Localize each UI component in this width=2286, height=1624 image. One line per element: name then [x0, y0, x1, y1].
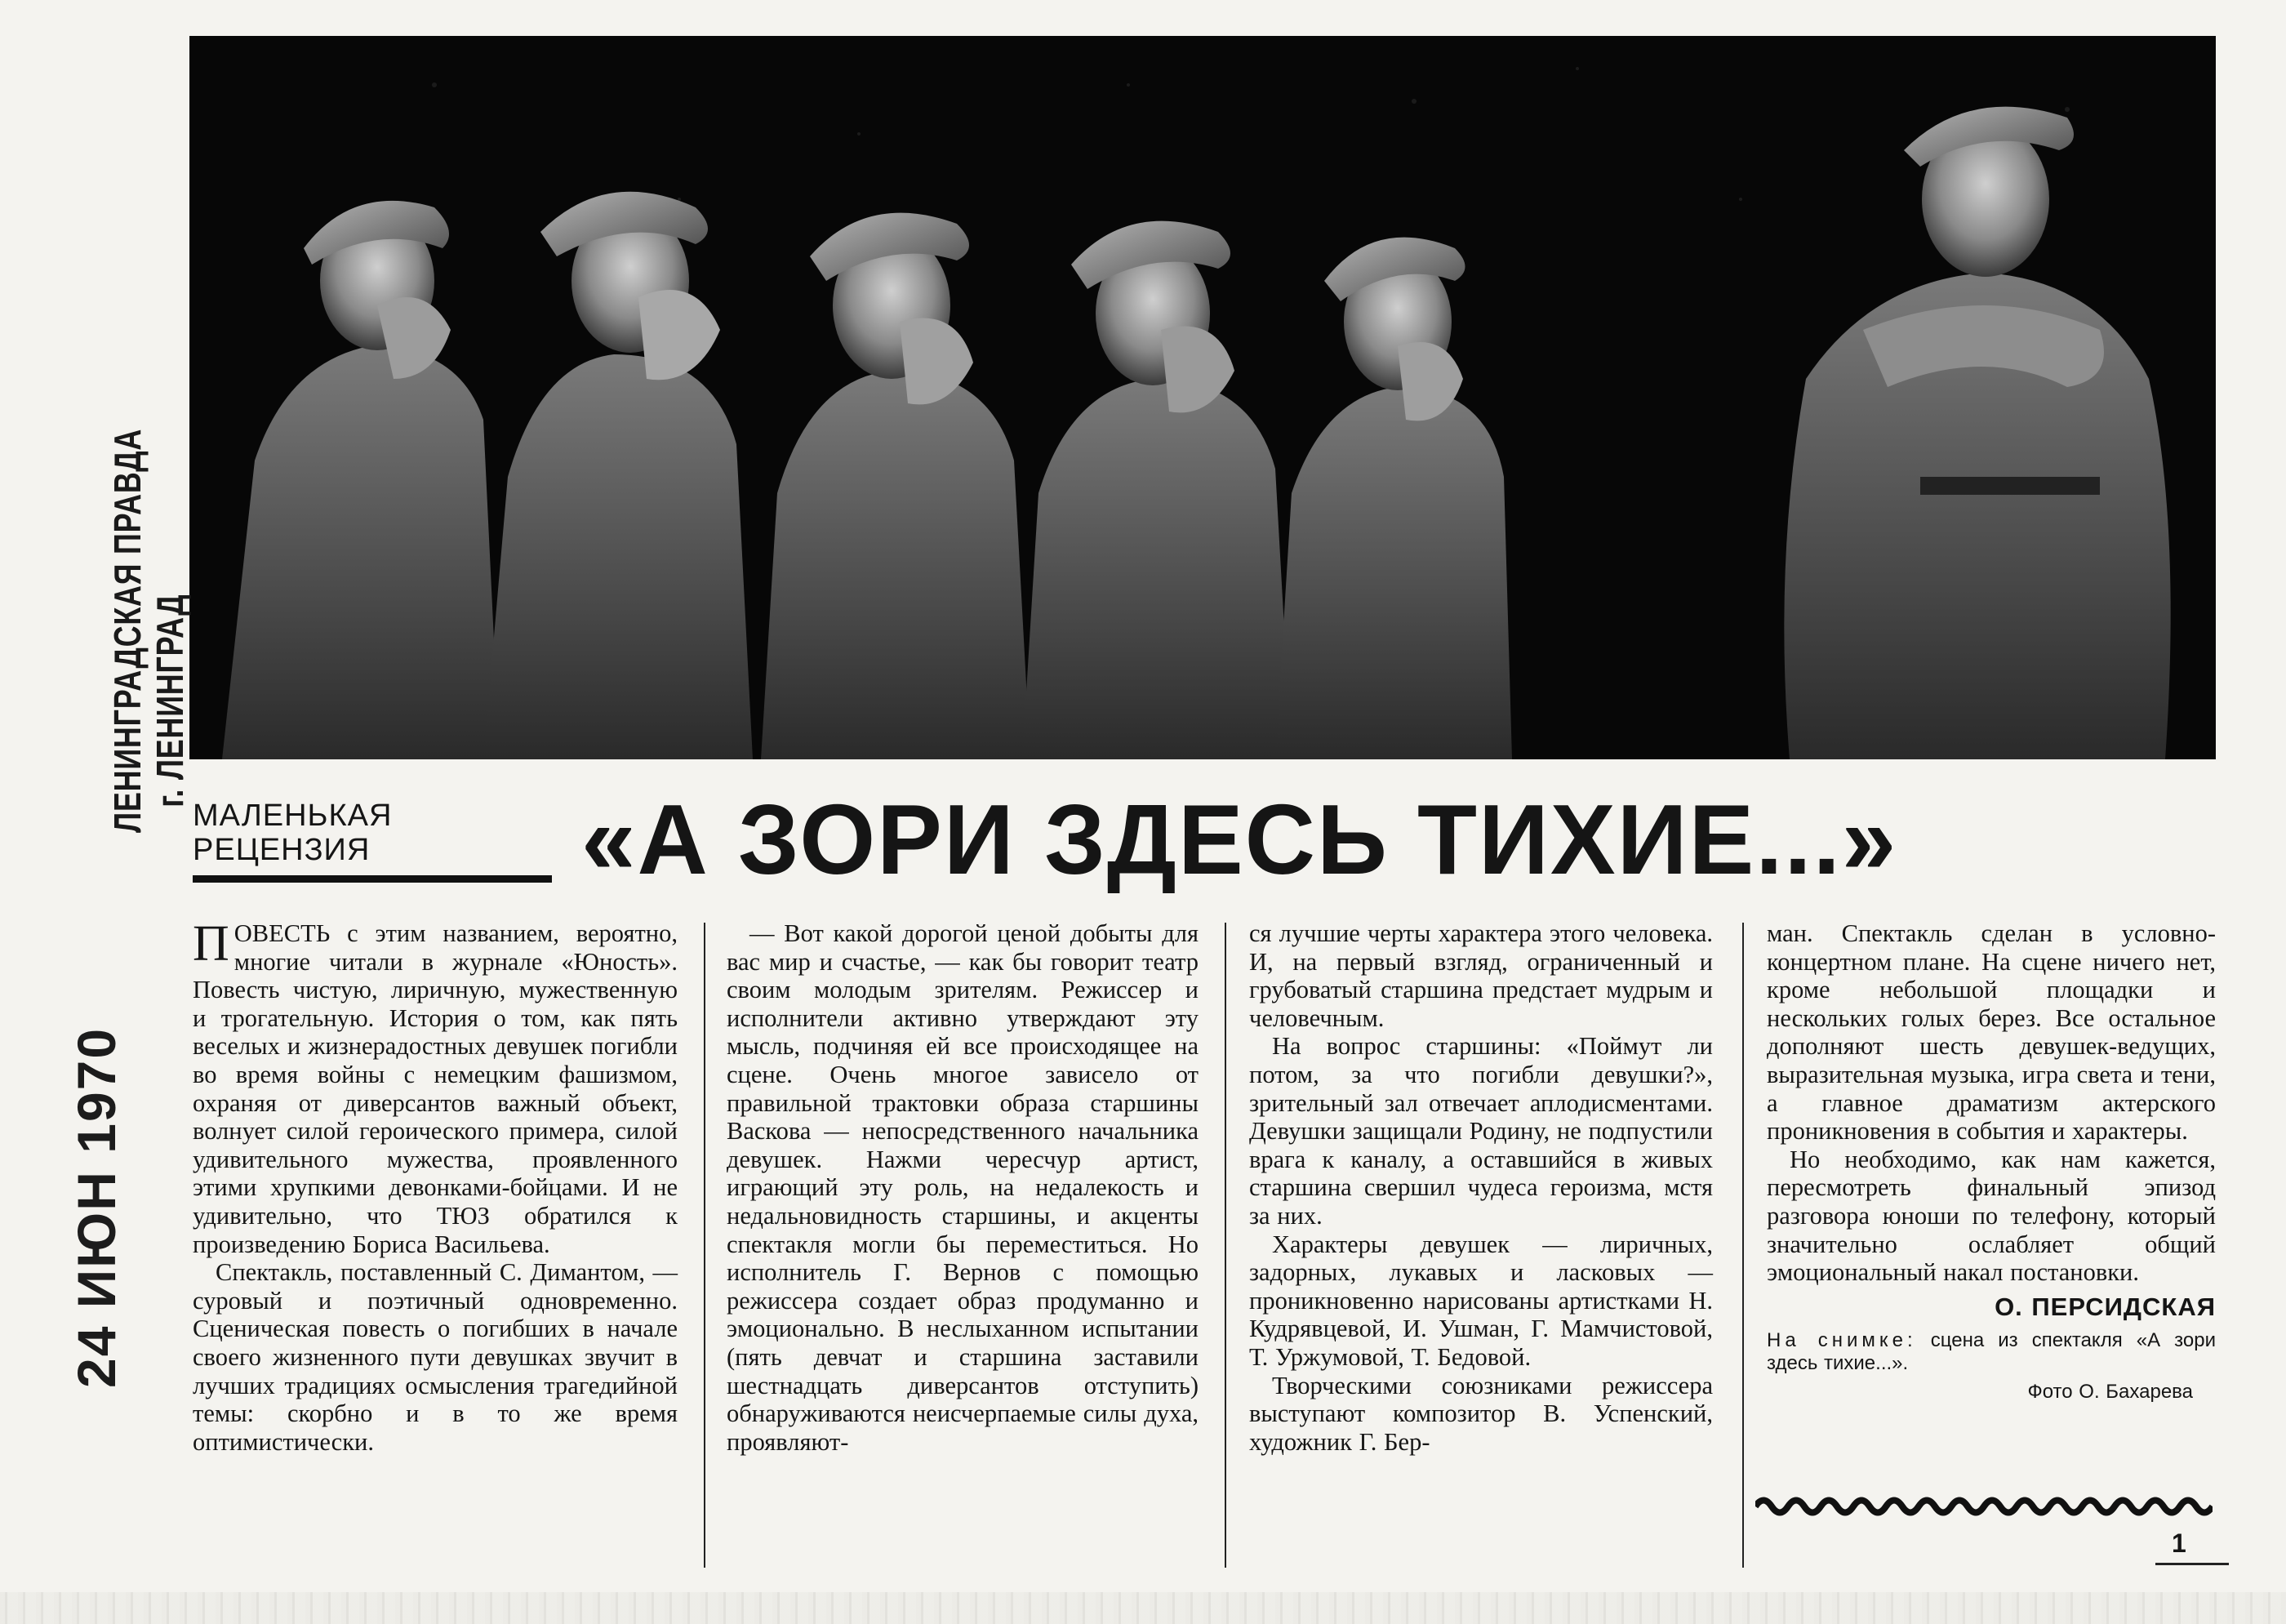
newspaper-source-stamp	[106, 310, 191, 833]
column-rule-2	[1225, 923, 1226, 1568]
paragraph	[193, 916, 678, 1258]
photo-credit: Фото О. Бахарева	[2027, 1381, 2193, 1404]
stage-scene-illustration	[189, 36, 2216, 759]
date-stamp: 24 ИЮН 1970	[66, 1026, 127, 1388]
paragraph: — Вот какой дорогой ценой добыты для вас мир и счастье, — как бы говорит театр своим молодым зрителям. Режиссер и исполнители активно утверждают эту мысль, подчиняя ей все происходящее на сцене. Очень многое зависело от правильной трактовки образа старшины Васкова — непосредственного начальника девушек. Нажми чересчур артист, играющий эту роль, на недалекость и недальновидность старшины, и акценты спектакля могли бы переместиться. Но исполнитель Г. Вернов с помощью режиссера создает образ продуманно и эмоционально. В неслыханном испытании (пять девчат и старшина заставили шестнадцать диверсантов отступить) обнаруживаются неисчерпаемые силы духа, проявляют-	[727, 919, 1199, 1456]
article-column-4	[1767, 919, 2216, 1564]
headline	[581, 782, 2214, 897]
newspaper-city: г. ЛЕНИНГРАД	[149, 594, 191, 808]
newspaper-name: ЛЕНИНГРАДСКАЯ ПРАВДА	[106, 428, 149, 833]
rubric-rule	[193, 875, 552, 883]
paragraph-text: ОВЕСТЬ с этим названием, вероятно, многие читали в журнале «Юность». Повесть чистую, лиричную, мужественную и трогательную. История о том, как пять веселых и жизнерадостных девушек погибли во время войны с немецким фашизмом, охраняя от диверсантов важный объект, волнует силой героического примера, силой удивительного мужества, проявленного этими хрупкими девонками-бойцами. И не удивительно, что ТЮЗ обратился к произведению Бориса Васильева.	[193, 919, 678, 1258]
column-rule-3	[1742, 923, 1744, 1568]
paragraph: Но необходимо, как нам кажется, пересмотреть финальный эпизод разговора юноши по телефону, который значительно ослабляет общий эмоциональный накал постановки.	[1767, 1145, 2216, 1287]
wavy-divider	[1755, 1494, 2213, 1519]
caption-prefix: На снимке:	[1767, 1329, 1917, 1352]
corner-mark: 1	[2172, 1528, 2186, 1558]
article-column-3	[1249, 919, 1713, 1564]
photo-caption	[1767, 1329, 2216, 1375]
paragraph: Творческими союзниками режиссера выступают композитор В. Успенский, художник Г. Бер-	[1249, 1371, 1713, 1456]
corner-line	[2155, 1563, 2229, 1565]
paragraph: На вопрос старшины: «Поймут ли потом, за что погибли девушки?», зрительный зал отвечает аплодисментами. Девушки защищали Родину, не подпустили врага к каналу, а оставшийся в живых старшина свершил чудеса героизма, мстя за них.	[1249, 1032, 1713, 1230]
drop-cap: П	[193, 916, 229, 972]
paper-edge	[0, 1592, 2286, 1624]
article-column-1	[193, 916, 678, 1564]
paragraph: Характеры девушек — лиричных, задорных, лукавых и ласковых — проникновенно нарисованы артистками Н. Кудрявцевой, И. Ушман, Г. Мамчистовой, Т. Уржумовой, Т. Бедовой.	[1249, 1230, 1713, 1371]
headline-text: «А ЗОРИ ЗДЕСЬ ТИХИЕ...»	[581, 784, 1898, 895]
rubric-line-1: МАЛЕНЬКАЯ	[193, 799, 393, 833]
rubric	[193, 799, 552, 867]
paragraph: ся лучшие черты характера этого человека. И, на первый взгляд, ограниченный и грубоватый старшина предстает мудрым и человечным.	[1249, 919, 1713, 1032]
rubric-line-2: РЕЦЕНЗИЯ	[193, 833, 371, 867]
paragraph: ман. Спектакль сделан в условно-концертном плане. На сцене ничего нет, кроме небольшой площадки и нескольких голых берез. Все остальное дополняют шесть девушек-ведущих, выразительная музыка, игра света и тени, а главное драматизм актерского проникновения в события и характеры.	[1767, 919, 2216, 1146]
stage-scene-photo	[189, 36, 2216, 759]
caption-text: сцена из спектакля «А зори здесь тихие...».	[1767, 1329, 2217, 1375]
article-column-2	[727, 919, 1199, 1564]
author-signature: О. ПЕРСИДСКАЯ	[1995, 1292, 2216, 1321]
column-rule-1	[704, 923, 705, 1568]
paragraph: Спектакль, поставленный С. Димантом, — суровый и поэтичный одновременно. Сценическая повесть о погибших в начале своего жизненного пути девушках звучит в лучших традициях осмысления трагедийной темы: скорбно и в то же время оптимистически.	[193, 1258, 678, 1456]
